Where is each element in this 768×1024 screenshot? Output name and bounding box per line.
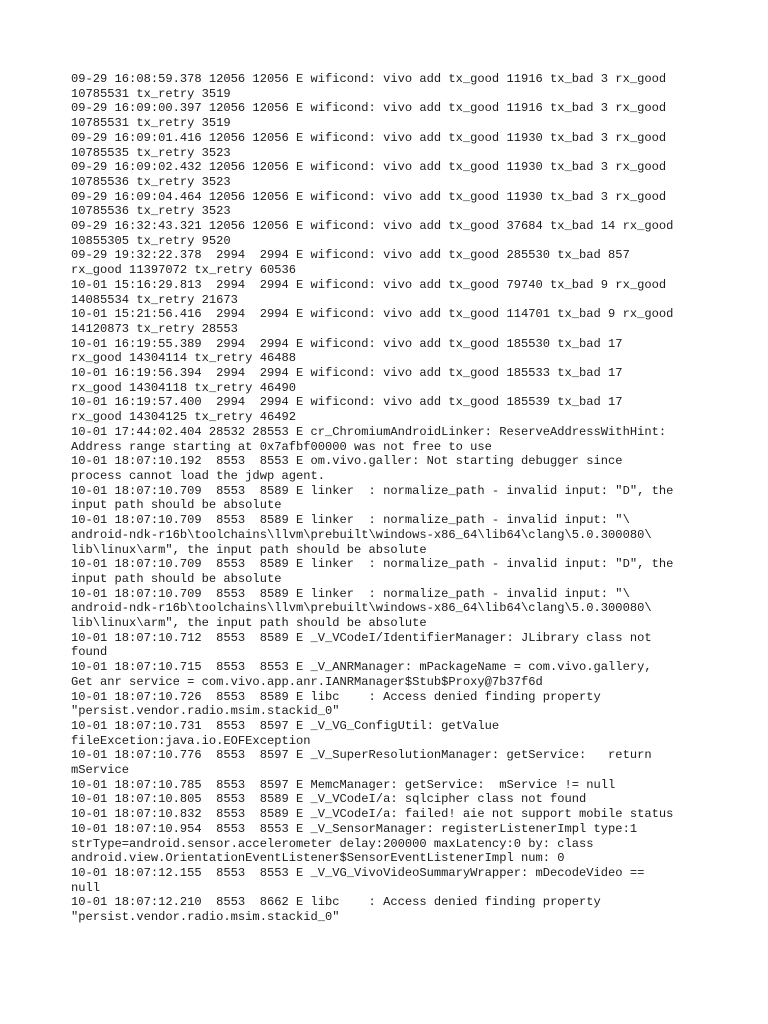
log-line: 10-01 18:07:10.709 8553 8589 E linker : normalize_path - invalid input: "D", the	[71, 557, 674, 572]
log-line: 10-01 18:07:10.709 8553 8589 E linker : normalize_path - invalid input: "\	[71, 586, 630, 601]
log-line: 10-01 18:07:10.954 8553 8553 E _V_SensorManager: registerListenerImpl type:1	[71, 821, 638, 836]
log-line: rx_good 11397072 tx_retry 60536	[71, 263, 296, 278]
log-line: 10-01 16:19:57.400 2994 2994 E wificond: vivo add tx_good 185539 tx_bad 17	[71, 395, 623, 410]
log-line: 10-01 18:07:10.709 8553 8589 E linker : normalize_path - invalid input: "\	[71, 513, 630, 528]
log-line: strType=android.sensor.accelerometer delay:200000 maxLatency:0 by: class	[71, 836, 594, 851]
log-line: 09-29 16:08:59.378 12056 12056 E wificond: vivo add tx_good 11916 tx_bad 3 rx_good	[71, 72, 667, 86]
log-line: 10785531 tx_retry 3519	[71, 116, 231, 131]
log-line: Address range starting at 0x7afbf00000 was not free to use	[71, 439, 492, 454]
log-line: android.view.OrientationEventListener$SensorEventListenerImpl num: 0	[71, 851, 565, 866]
log-line: 10785536 tx_retry 3523	[71, 174, 231, 189]
log-line: found	[71, 645, 108, 660]
log-line: 10-01 18:07:10.776 8553 8597 E _V_SuperResolutionManager: getService: return	[71, 748, 652, 763]
log-line: process cannot load the jdwp agent.	[71, 468, 326, 483]
log-line: 09-29 16:09:04.464 12056 12056 E wificond: vivo add tx_good 11930 tx_bad 3 rx_good	[71, 189, 667, 204]
log-line: Get anr service = com.vivo.app.anr.IANRManager$Stub$Proxy@7b37f6d	[71, 674, 543, 689]
log-line: 10785531 tx_retry 3519	[71, 86, 231, 101]
log-document	[71, 72, 711, 925]
log-line: 09-29 16:32:43.321 12056 12056 E wificond: vivo add tx_good 37684 tx_bad 14 rx_good	[71, 219, 674, 234]
log-line: 10-01 17:44:02.404 28532 28553 E cr_ChromiumAndroidLinker: ReserveAddressWithHint:	[71, 424, 667, 439]
log-line: lib\linux\arm", the input path should be absolute	[71, 542, 427, 557]
log-line: 10-01 15:16:29.813 2994 2994 E wificond: vivo add tx_good 79740 tx_bad 9 rx_good	[71, 277, 667, 292]
log-line: 10-01 18:07:10.805 8553 8589 E _V_VCodeI/a: sqlcipher class not found	[71, 792, 587, 807]
log-line: 10-01 18:07:10.726 8553 8589 E libc : Access denied finding property	[71, 689, 601, 704]
log-line: 10-01 18:07:10.709 8553 8589 E linker : normalize_path - invalid input: "D", the	[71, 483, 674, 498]
log-line: 09-29 16:09:02.432 12056 12056 E wificond: vivo add tx_good 11930 tx_bad 3 rx_good	[71, 160, 667, 175]
log-line: 09-29 16:09:00.397 12056 12056 E wificond: vivo add tx_good 11916 tx_bad 3 rx_good	[71, 101, 667, 116]
log-line: input path should be absolute	[71, 498, 282, 513]
log-line: lib\linux\arm", the input path should be absolute	[71, 616, 427, 631]
log-line: mService	[71, 763, 130, 778]
log-line: 10-01 18:07:12.155 8553 8553 E _V_VG_VivoVideoSummaryWrapper: mDecodeVideo ==	[71, 865, 645, 880]
log-line: 10-01 15:21:56.416 2994 2994 E wificond: vivo add tx_good 114701 tx_bad 9 rx_good	[71, 307, 674, 322]
log-line: 10-01 16:19:55.389 2994 2994 E wificond: vivo add tx_good 185530 tx_bad 17	[71, 336, 623, 351]
log-line: 10-01 18:07:12.210 8553 8662 E libc : Access denied finding property	[71, 895, 601, 910]
log-line: 10-01 16:19:56.394 2994 2994 E wificond: vivo add tx_good 185533 tx_bad 17	[71, 366, 623, 381]
log-line: 10-01 18:07:10.712 8553 8589 E _V_VCodeI/IdentifierManager: JLibrary class not	[71, 630, 652, 645]
log-line: 10-01 18:07:10.731 8553 8597 E _V_VG_ConfigUtil: getValue	[71, 718, 500, 733]
log-line: "persist.vendor.radio.msim.stackid_0"	[71, 704, 340, 719]
log-line: 10-01 18:07:10.785 8553 8597 E MemcManager: getService: mService != null	[71, 777, 616, 792]
log-line: "persist.vendor.radio.msim.stackid_0"	[71, 910, 340, 925]
log-line: android-ndk-r16b\toolchains\llvm\prebuilt\windows-x86_64\lib64\clang\5.0.300080\	[71, 601, 652, 616]
log-line: null	[71, 880, 101, 895]
log-line: rx_good 14304118 tx_retry 46490	[71, 380, 296, 395]
log-line: 10-01 18:07:10.832 8553 8589 E _V_VCodeI/a: failed! aie not support mobile status	[71, 807, 674, 822]
log-line: 14085534 tx_retry 21673	[71, 292, 238, 307]
log-line: input path should be absolute	[71, 571, 282, 586]
log-line: 10785535 tx_retry 3523	[71, 145, 231, 160]
log-line: 10785536 tx_retry 3523	[71, 204, 231, 219]
log-line: 10855305 tx_retry 9520	[71, 233, 231, 248]
log-line: 10-01 18:07:10.192 8553 8553 E om.vivo.galler: Not starting debugger since	[71, 454, 623, 469]
log-line: android-ndk-r16b\toolchains\llvm\prebuilt\windows-x86_64\lib64\clang\5.0.300080\	[71, 527, 652, 542]
log-line: 09-29 19:32:22.378 2994 2994 E wificond: vivo add tx_good 285530 tx_bad 857	[71, 248, 630, 263]
log-line: 09-29 16:09:01.416 12056 12056 E wificond: vivo add tx_good 11930 tx_bad 3 rx_good	[71, 130, 667, 145]
log-line: 10-01 18:07:10.715 8553 8553 E _V_ANRManager: mPackageName = com.vivo.gallery,	[71, 660, 652, 675]
log-line: rx_good 14304114 tx_retry 46488	[71, 351, 296, 366]
log-line: 14120873 tx_retry 28553	[71, 321, 238, 336]
log-line: rx_good 14304125 tx_retry 46492	[71, 410, 296, 425]
log-line: fileExcetion:java.io.EOFException	[71, 733, 311, 748]
